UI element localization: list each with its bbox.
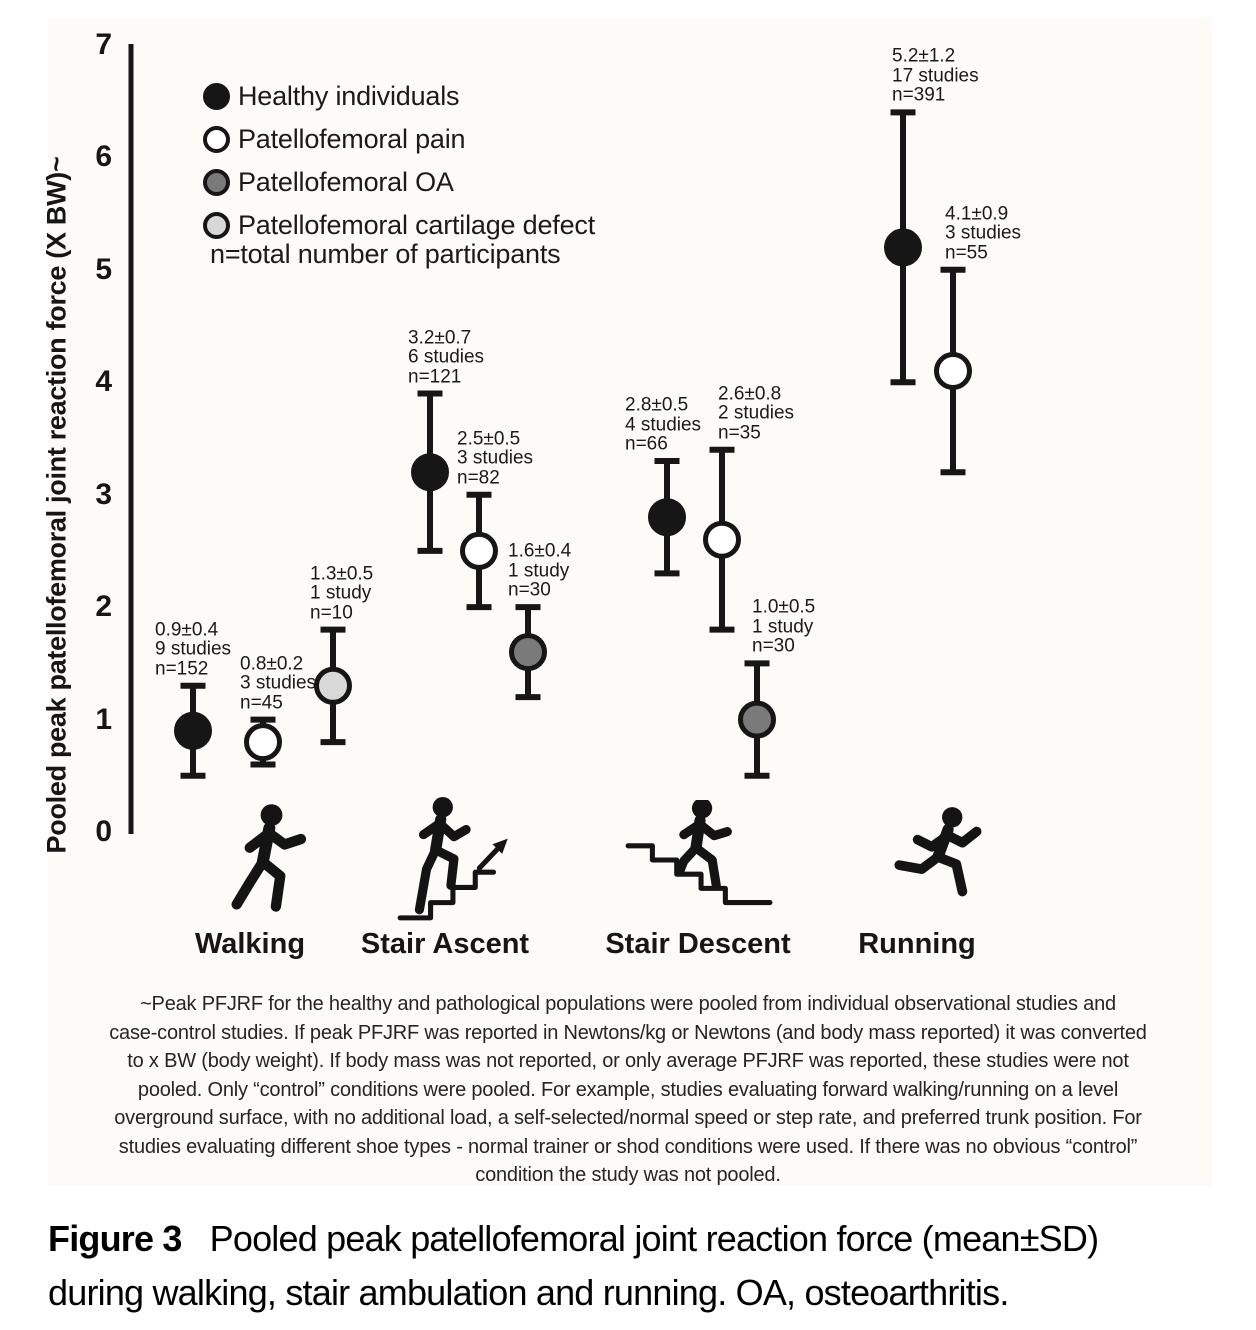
footnote-line: overground surface, with no additional load, a self-selected/normal speed or step rate, and preferred trunk position. For [114, 1107, 1142, 1129]
legend-item-pain [203, 122, 465, 156]
legend-marker-pain [203, 126, 230, 153]
y-tick-4: 4 [95, 365, 112, 399]
legend-marker-cartilage [203, 212, 230, 239]
y-axis-line [129, 44, 134, 834]
marker-stair-ascent-oa [512, 636, 545, 669]
legend-label-oa: Patellofemoral OA [238, 166, 454, 197]
point-n-running-healthy: n=391 [892, 84, 946, 106]
point-studies-stair-ascent-pain: 3 studies [457, 447, 534, 469]
activity-label-stair-ascent: Stair Ascent [360, 928, 530, 960]
marker-stair-descent-pain [706, 523, 739, 556]
marker-stair-ascent-healthy [414, 456, 447, 489]
marker-running-healthy [887, 231, 920, 264]
point-value-walking-healthy: 0.9±0.4 [155, 619, 219, 641]
point-value-stair-descent-healthy: 2.8±0.5 [625, 394, 689, 416]
figure-number: Figure 3 [48, 1218, 182, 1259]
point-n-running-pain: n=55 [945, 242, 988, 264]
point-studies-stair-descent-healthy: 4 studies [625, 414, 702, 435]
legend-label-pain: Patellofemoral pain [238, 123, 466, 154]
point-value-stair-ascent-oa: 1.6±0.4 [508, 540, 572, 562]
point-label-walking-pain [240, 654, 316, 713]
legend-label-cartilage: Patellofemoral cartilage defect [238, 209, 595, 240]
caption-line2: during walking, stair ambulation and running. OA, osteoarthritis. [48, 1272, 1009, 1313]
point-studies-running-pain: 3 studies [945, 222, 1022, 244]
point-studies-walking-cartilage: 1 study [310, 582, 372, 604]
activity-label-walking: Walking [194, 928, 306, 960]
marker-walking-cartilage [317, 669, 350, 702]
point-n-stair-ascent-healthy: n=121 [408, 366, 462, 387]
footnote-line: pooled. Only “control” conditions were pooled. For example, studies evaluating forward walking/running on a level [137, 1078, 1119, 1101]
legend-note: n=total number of participants [210, 239, 561, 269]
point-label-stair-ascent-oa [508, 542, 571, 601]
y-tick-2: 2 [95, 590, 112, 624]
y-tick-6: 6 [95, 140, 112, 174]
point-n-stair-descent-pain: n=35 [718, 422, 761, 444]
footnote [63, 990, 1193, 1190]
legend-marker-healthy [203, 83, 230, 110]
y-tick-1: 1 [95, 702, 112, 736]
marker-stair-ascent-pain [463, 534, 496, 567]
point-label-stair-ascent-healthy [408, 328, 484, 387]
stair-descent-icon [622, 800, 774, 922]
legend-item-oa [203, 165, 454, 199]
point-n-walking-healthy: n=152 [155, 658, 209, 680]
point-label-stair-ascent-pain [457, 429, 533, 488]
point-label-stair-descent-healthy [625, 396, 701, 455]
running-icon [884, 806, 996, 913]
y-tick-3: 3 [95, 477, 112, 511]
footnote-line: case-control studies. If peak PFJRF was reported in Newtons/kg or Newtons (and body mass reported) it was converted [109, 1021, 1147, 1044]
marker-running-pain [937, 355, 970, 388]
legend-marker-oa [203, 169, 230, 196]
y-axis-title: Pooled peak patellofemoral joint reaction force (X BW)~ [41, 156, 72, 854]
point-value-walking-cartilage: 1.3±0.5 [310, 563, 374, 585]
y-tick-0: 0 [95, 815, 112, 848]
point-n-walking-pain: n=45 [240, 692, 283, 714]
figure-caption [48, 1212, 1228, 1320]
point-studies-stair-descent-oa: 1 study [752, 616, 814, 638]
marker-walking-healthy [177, 714, 210, 747]
point-value-stair-ascent-pain: 2.5±0.5 [457, 428, 521, 450]
point-value-running-healthy: 5.2±1.2 [892, 45, 956, 67]
point-n-stair-ascent-pain: n=82 [457, 467, 500, 489]
point-n-stair-descent-healthy: n=66 [625, 433, 668, 455]
point-value-stair-descent-pain: 2.6±0.8 [718, 383, 782, 405]
walking-icon [216, 802, 314, 924]
activity-label-stair-descent: Stair Descent [605, 928, 791, 960]
point-label-walking-cartilage [310, 564, 373, 623]
point-value-walking-pain: 0.8±0.2 [240, 653, 304, 675]
footnote-line: ~Peak PFJRF for the healthy and pathological populations were pooled from individual observational studies and [140, 993, 1116, 1015]
point-studies-running-healthy: 17 studies [892, 65, 979, 87]
point-n-stair-ascent-oa: n=30 [508, 579, 551, 601]
point-value-running-pain: 4.1±0.9 [945, 203, 1009, 225]
point-n-stair-descent-oa: n=30 [752, 635, 795, 657]
caption-line1: Pooled peak patellofemoral joint reaction force (mean±SD) [209, 1218, 1099, 1259]
footnote-line: to x BW (body weight). If body mass was not reported, or only average PFJRF was reported, these studies were not [127, 1050, 1129, 1072]
point-studies-stair-ascent-healthy: 6 studies [408, 346, 485, 368]
marker-stair-descent-oa [741, 703, 774, 736]
footnote-line: studies evaluating different shoe types - normal trainer or shod conditions were used. If there was no obvious “control” [118, 1135, 1138, 1158]
activity-label-running: Running [858, 928, 976, 960]
footnote-line: condition the study was not pooled. [475, 1164, 781, 1186]
point-label-stair-descent-oa [752, 598, 815, 657]
point-label-walking-healthy [155, 620, 231, 679]
point-label-running-pain [945, 204, 1021, 263]
point-studies-stair-descent-pain: 2 studies [718, 402, 795, 424]
point-label-running-healthy [892, 47, 979, 106]
legend-item-healthy [203, 79, 459, 113]
point-n-walking-cartilage: n=10 [310, 602, 353, 624]
y-tick-5: 5 [95, 252, 112, 286]
marker-stair-descent-healthy [651, 501, 684, 534]
point-studies-walking-healthy: 9 studies [155, 638, 232, 660]
point-label-stair-descent-pain [718, 384, 794, 443]
stair-ascent-icon [392, 797, 524, 924]
point-studies-stair-ascent-oa: 1 study [508, 560, 570, 582]
marker-walking-pain [247, 726, 280, 759]
point-value-stair-ascent-healthy: 3.2±0.7 [408, 327, 472, 348]
legend-label-healthy: Healthy individuals [238, 80, 460, 111]
y-tick-7: 7 [95, 28, 112, 61]
legend-item-cartilage [203, 208, 595, 242]
point-value-stair-descent-oa: 1.0±0.5 [752, 596, 816, 618]
point-studies-walking-pain: 3 studies [240, 672, 317, 694]
